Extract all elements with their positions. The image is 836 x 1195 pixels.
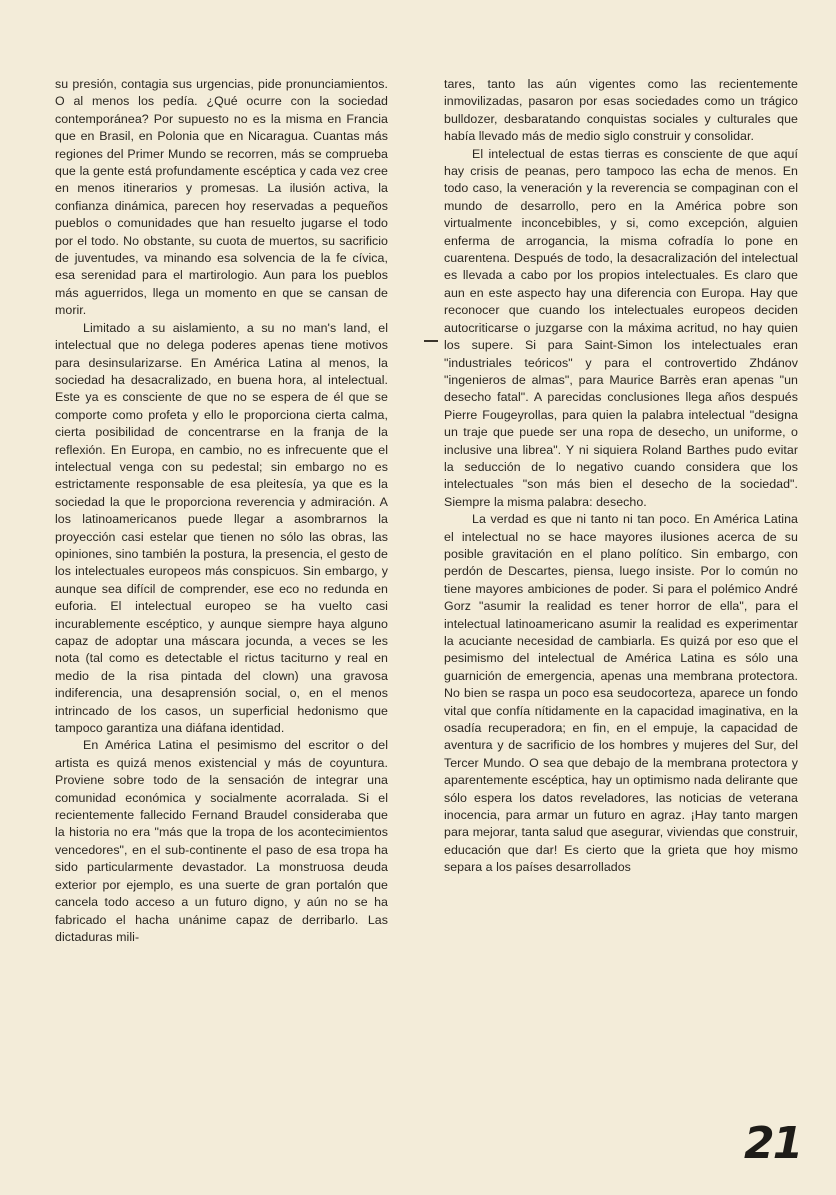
paragraph: Limitado a su aislamiento, a su no man's land, el intelectual que no delega poderes apenas tiene motivos para desinsularizarse. En América Latina al menos, la sociedad ha desacralizado, en buena hora, al intelectual. Este ya es consciente de que no se espera de él que se comporte como profeta y ello le proporciona cierta calma, cierta posibilidad de concentrarse en la franja de la reflexión. En Europa, en cambio, no es infrecuente que el intelectual venga con su pedestal; sin embargo no es estrictamente responsable de esa pleitesía, ya que es la sociedad la que le proporciona reverencia y admiración. A los latinoamericanos puede llegar a asombrarnos la proyección casi estelar que tienen no sólo las obras, las opiniones, sino también la postura, la presencia, el gesto de los intelectuales europeos más conspicuos. Sin embargo, y aunque sea difícil de comprender, ese eco no redunda en euforia. El intelectual europeo se ha vuelto casi incurablemente escéptico, y aunque siempre haya alguno capaz de adoptar una máscara jocunda, a veces se les nota (tal como es detectable el rictus taciturno y real en medio de la risa pintada del clown) una gravosa indiferencia, una desaprensión social, o, en el menos intrincado de los casos, un superficial hedonismo que tampoco garantiza una diáfana identidad.: [55, 320, 388, 736]
paragraph: El intelectual de estas tierras es consciente de que aquí hay crisis de peanas, pero tampoco las echa de menos. En todo caso, la veneración y la reverencia se compaginan con el mundo de desarrollo, pero en la América pobre son virtualmente inconcebibles, y si, como excepción, alguien enferma de arrogancia, la misma cofradía lo pone en cuarentena. Después de todo, la desacralización del intelectual es llevada a cabo por los propios intelectuales. Es claro que aun en este aspecto hay una diferencia con Europa. Hay que reconocer que cuando los intelectuales europeos deciden autocriticarse o juzgarse con la máxima acritud, no hay quien los supere. Si para Saint-Simon los intelectuales eran "industriales teóricos" y para el controvertido Zhdánov "ingenieros de almas", para Maurice Barrès eran apenas "un desecho fatal". A parecidas conclusiones llega años después Pierre Fougeyrollas, para quien la palabra intelectual "designa un traje que puede ser una ropa de desecho, un uniforme, o inclusive una librea". Y ni siquiera Roland Barthes pudo evitar la seducción de lo negativo cuando considera que los intelectuales "son más bien el desecho de la sociedad". Siempre la misma palabra: desecho.: [444, 146, 798, 509]
paragraph: En América Latina el pesimismo del escritor o del artista es quizá menos existencial y más de coyuntura. Proviene sobre todo de la sensación de integrar una comunidad económica y socialmente acorralada. Si el recientemente fallecido Fernand Braudel consideraba que la historia no era "más que la tropa de los acontecimientos vencedores", en el sub-continente el paso de esa tropa ha sido particularmente devastador. La monstruosa deuda exterior por ejemplo, es una suerte de gran portalón que cancela todo acceso a un futuro digno, y aún no se ha fabricado el hacha unánime capaz de derribarlo. Las dictaduras mili-: [55, 738, 388, 944]
page-number: 21: [744, 1118, 802, 1169]
paragraph: tares, tanto las aún vigentes como las recientemente inmovilizadas, pasaron por esas sociedades como un trágico bulldozer, desbaratando conquistas sociales y culturales que había llevado más de medio siglo construir y consolidar.: [444, 77, 798, 144]
margin-mark: [424, 340, 438, 342]
paragraph: su presión, contagia sus urgencias, pide pronunciamientos. O al menos los pedía. ¿Qué ocurre con la sociedad contemporánea? Por supuesto no es la misma en Francia que en Brasil, en Polonia que en Nicaragua. Cuantas más regiones del Primer Mundo se recorren, más se comprueba que la gente está profundamente escéptica y cada vez cree en menos itinerarios y promesas. La ilusión activa, la confianza dinámica, parecen hoy reservadas a pequeños pueblos o comunidades que han resuelto jugarse el todo por el todo. No obstante, su cuota de muertos, su sacrificio de juventudes, va minando esa solvencia de la fe cívica, esa serenidad para el martirologio. Aun para los pueblos más aguerridos, llega un momento en que se cansan de morir.: [55, 77, 388, 318]
paragraph: La verdad es que ni tanto ni tan poco. En América Latina el intelectual no se hace mayores ilusiones acerca de su posible gravitación en el plano político. Sin embargo, con perdón de Descartes, piensa, luego insiste. Por lo común no tiene mayores ambiciones de poder. Si para el polémico André Gorz "asumir la realidad es tener horror de ella", para el intelectual latinoamericano asumir la realidad es experimentar la acuciante necesidad de cambiarla. Es quizá por eso que el pesimismo del intelectual de América Latina es sólo una guarnición de emergencia, apenas una membrana protectora. No bien se raspa un poco esa seudocorteza, aparece un fondo vital que confía nítidamente en la capacidad imaginativa, en la osadía recuperadora; en fin, en el empuje, la capacidad de aventura y de sacrificio de los hombres y mujeres del Sur, del Tercer Mundo. O sea que debajo de la membrana protectora y aparentemente escéptica, hay un optimismo nada delirante que sólo espera los datos reveladores, las noticias de veterana inocencia, para armar un futuro en agraz. ¡Hay tanto margen para mejorar, tanta salud que asegurar, viviendas que construir, educación que dar! Es cierto que la grieta que hoy mismo separa a los países desarrollados: [444, 512, 798, 875]
right-column: [444, 76, 798, 877]
left-column: [55, 76, 388, 946]
